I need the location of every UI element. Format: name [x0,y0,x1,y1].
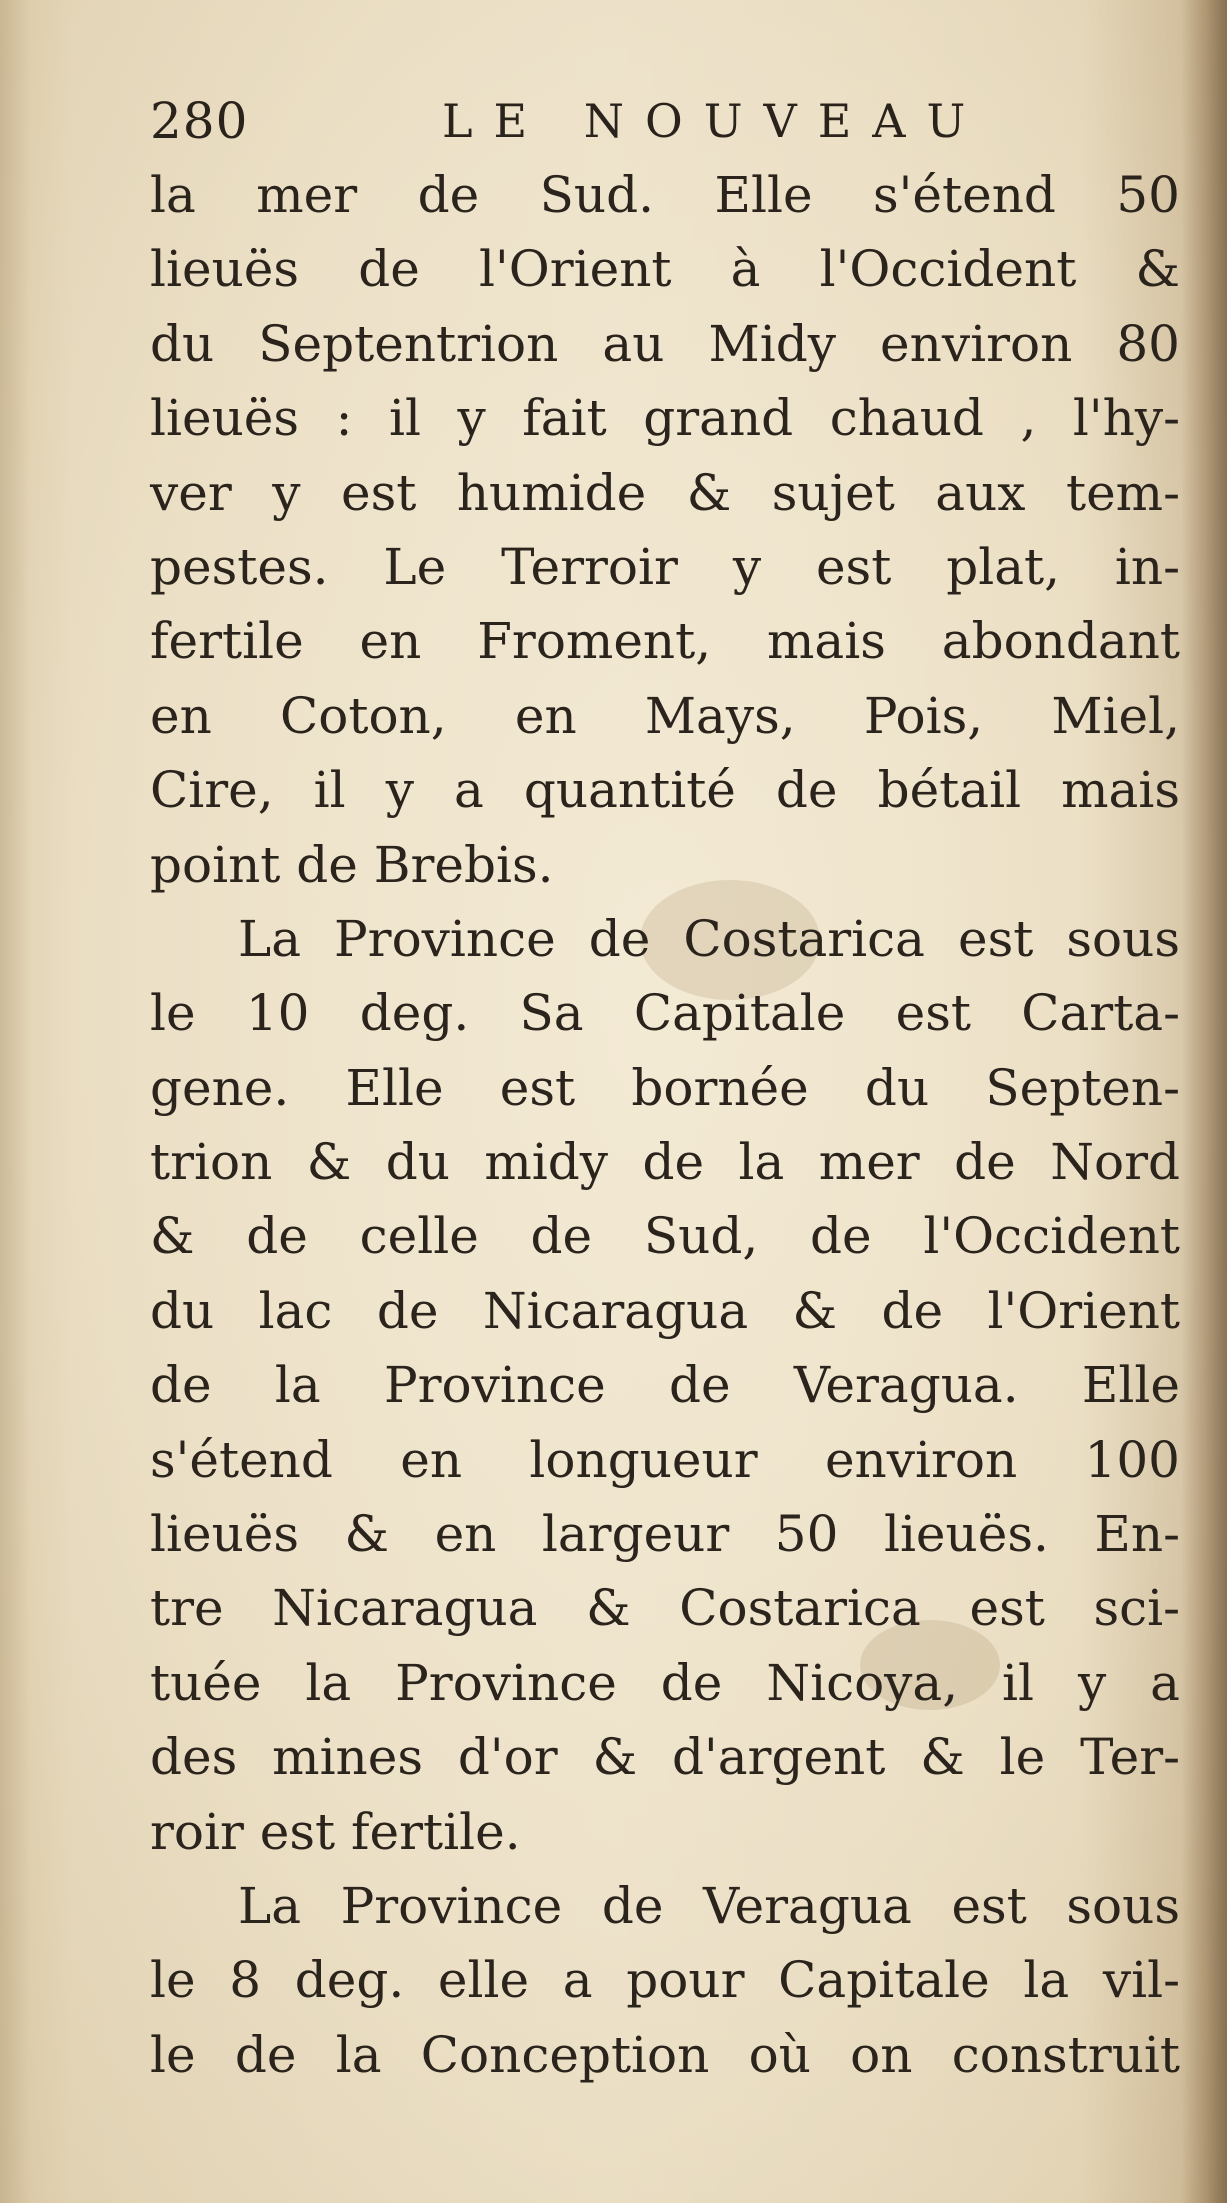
text-line: s'étend en longueur environ 100 [150,1430,1180,1489]
text-line: Cire, il y a quantité de bétail mais [150,761,1180,820]
text-line: lieuës : il y fait grand chaud , l'hy- [150,389,1180,448]
text-line: le de la Conception où on construit [150,2025,1180,2084]
text-line: tuée la Province de Nicoya, il y a [150,1653,1180,1712]
text-line: des mines d'or & d'argent & le Ter- [150,1728,1180,1787]
text-line: point de Brebis. [150,835,554,894]
text-line: en Coton, en Mays, Pois, Miel, [150,686,1180,745]
running-title: LE NOUVEAU [442,94,987,148]
text-line: La Province de Veragua est sous [238,1876,1180,1935]
page-gutter-shadow [1181,0,1227,2203]
text-line: trion & du midy de la mer de Nord [150,1133,1180,1192]
page-header [150,92,1160,162]
body-text [150,158,1180,2092]
text-line: lieuës de l'Orient à l'Occident & [150,240,1180,299]
text-line: gene. Elle est bornée du Septen- [150,1058,1180,1117]
text-line: la mer de Sud. Elle s'étend 50 [150,166,1180,224]
text-line: ver y est humide & sujet aux tem- [150,463,1180,522]
text-line: La Province de Costarica est sous [238,909,1180,968]
page-number: 280 [150,92,249,150]
text-line: tre Nicaragua & Costarica est sci- [150,1579,1180,1638]
text-line: du Septentrion au Midy environ 80 [150,314,1180,373]
text-line: de la Province de Veragua. Elle [150,1356,1180,1415]
text-line: pestes. Le Terroir y est plat, in- [150,537,1180,596]
text-line: le 10 deg. Sa Capitale est Carta- [150,984,1180,1043]
text-line: lieuës & en largeur 50 lieuës. En- [150,1505,1180,1564]
text-line: roir est fertile. [150,1802,521,1861]
text-line: le 8 deg. elle a pour Capitale la vil- [150,1951,1180,2010]
text-line: du lac de Nicaragua & de l'Orient [150,1281,1180,1340]
text-line: & de celle de Sud, de l'Occident [150,1207,1180,1266]
page-left-edge-shadow [0,0,30,2203]
text-line: fertile en Froment, mais abondant [150,612,1180,671]
